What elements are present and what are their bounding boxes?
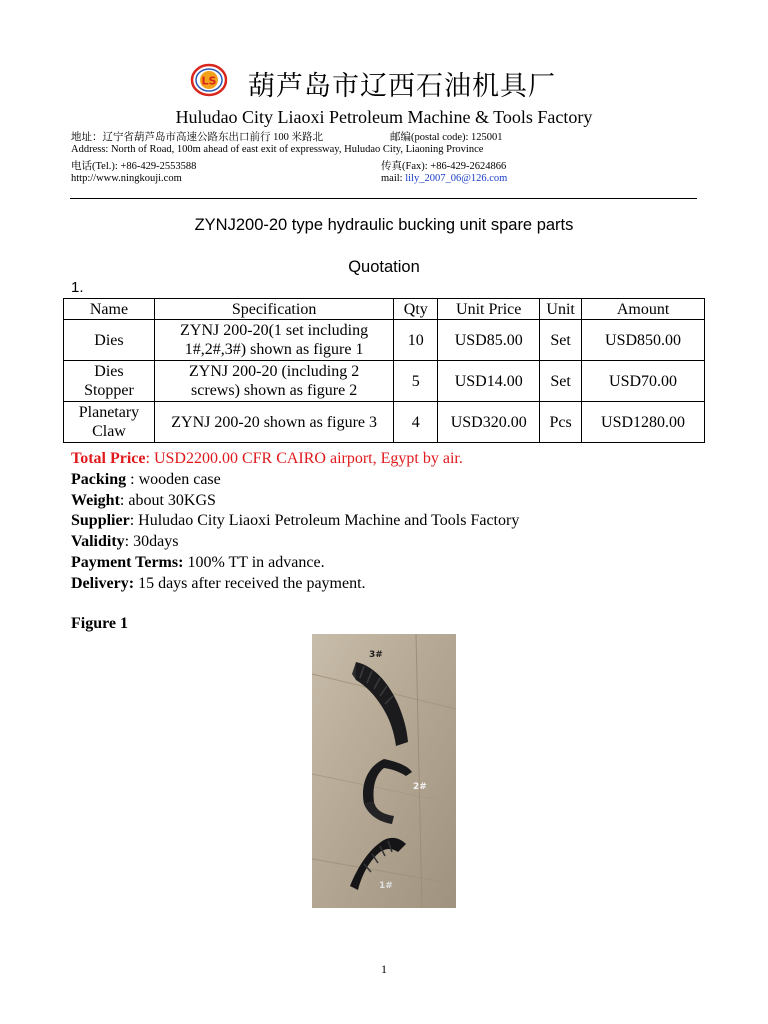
chinese-address: 地址：辽宁省葫芦岛市高速公路东出口前行 100 米路北 [71, 132, 323, 143]
header-divider [70, 198, 697, 199]
cell-unit-price: USD85.00 [438, 320, 540, 361]
cell-unit-price: USD320.00 [438, 402, 540, 443]
email-link[interactable]: lily_2007_06@126.com [405, 173, 508, 184]
company-name-english: Huludao City Liaoxi Petroleum Machine & Tools Factory [175, 107, 593, 127]
delivery-label: Delivery: [71, 574, 135, 592]
payment-terms-value: 100% TT in advance. [183, 553, 325, 571]
supplier-line [71, 511, 519, 532]
quotation-terms [71, 449, 519, 595]
header-unit-price: Unit Price [438, 299, 540, 320]
total-price-value: : USD2200.00 CFR CAIRO airport, Egypt by air. [145, 450, 463, 467]
supplier-value: : Huludao City Liaoxi Petroleum Machine and Tools Factory [129, 512, 520, 530]
validity-value: : 30days [124, 533, 179, 551]
table-row [64, 402, 705, 443]
figure-tag-3: 3# [369, 650, 383, 660]
header-specification: Specification [154, 299, 393, 320]
cell-name: Planetary Claw [64, 402, 155, 443]
cell-unit-price: USD14.00 [438, 361, 540, 402]
header-amount: Amount [582, 299, 705, 320]
postal-code: 邮编(postal code): 125001 [390, 132, 503, 143]
document-heading: Quotation [348, 258, 420, 276]
cell-amount: USD850.00 [582, 320, 705, 361]
section-number: 1. [71, 279, 84, 296]
table-header-row [64, 299, 705, 320]
validity-line [71, 532, 519, 553]
table-row [64, 320, 705, 361]
cell-unit: Pcs [540, 402, 582, 443]
header-unit: Unit [540, 299, 582, 320]
table-row [64, 361, 705, 402]
cell-amount: USD70.00 [582, 361, 705, 402]
figure-tag-2: 2# [413, 782, 427, 792]
total-price-label: Total Price [71, 450, 146, 467]
email-line [381, 173, 507, 184]
cell-qty: 5 [394, 361, 438, 402]
cell-qty: 4 [394, 402, 438, 443]
document-subject: ZYNJ200-20 type hydraulic bucking unit spare parts [194, 216, 574, 234]
telephone: 电话(Tel.): +86-429-2553588 [71, 161, 197, 172]
figure-tag-1: 1# [379, 881, 393, 891]
cell-name: Dies Stopper [64, 361, 155, 402]
company-logo [190, 63, 228, 97]
email-label: mail: [381, 173, 403, 184]
page-number: 1 [381, 962, 387, 976]
weight-value: : about 30KGS [119, 491, 216, 509]
delivery-value: 15 days after received the payment. [134, 574, 366, 592]
cell-spec: ZYNJ 200-20 shown as figure 3 [154, 402, 393, 443]
figure-label: Figure 1 [71, 615, 129, 632]
packing-label: Packing [71, 470, 127, 488]
weight-line [71, 491, 519, 512]
validity-label: Validity [71, 533, 125, 551]
company-name-chinese: 葫芦岛市辽西石油机具厂 [248, 71, 556, 102]
cell-unit: Set [540, 320, 582, 361]
website-link[interactable]: http://www.ningkouji.com [71, 173, 182, 184]
cell-qty: 10 [394, 320, 438, 361]
english-address: Address: North of Road, 100m ahead of east exit of expressway, Huludao City, Liaoning Province [71, 144, 484, 155]
packing-value: : wooden case [126, 470, 221, 488]
header-name: Name [64, 299, 155, 320]
fax: 传真(Fax): +86-429-2624866 [381, 161, 507, 172]
cell-amount: USD1280.00 [582, 402, 705, 443]
payment-terms-line [71, 553, 519, 574]
cell-name: Dies [64, 320, 155, 361]
total-price-line [71, 449, 519, 470]
delivery-line [71, 574, 519, 595]
cell-spec: ZYNJ 200-20 (including 2 screws) shown as figure 2 [154, 361, 393, 402]
packing-line [71, 470, 519, 491]
cell-spec: ZYNJ 200-20(1 set including 1#,2#,3#) shown as figure 1 [154, 320, 393, 361]
supplier-label: Supplier [71, 512, 130, 530]
payment-terms-label: Payment Terms: [71, 553, 184, 571]
cell-unit: Set [540, 361, 582, 402]
quotation-table [63, 298, 705, 443]
weight-label: Weight [71, 491, 120, 509]
logo-text: LS [201, 74, 217, 88]
header-qty: Qty [394, 299, 438, 320]
figure-1-photo [312, 634, 456, 908]
